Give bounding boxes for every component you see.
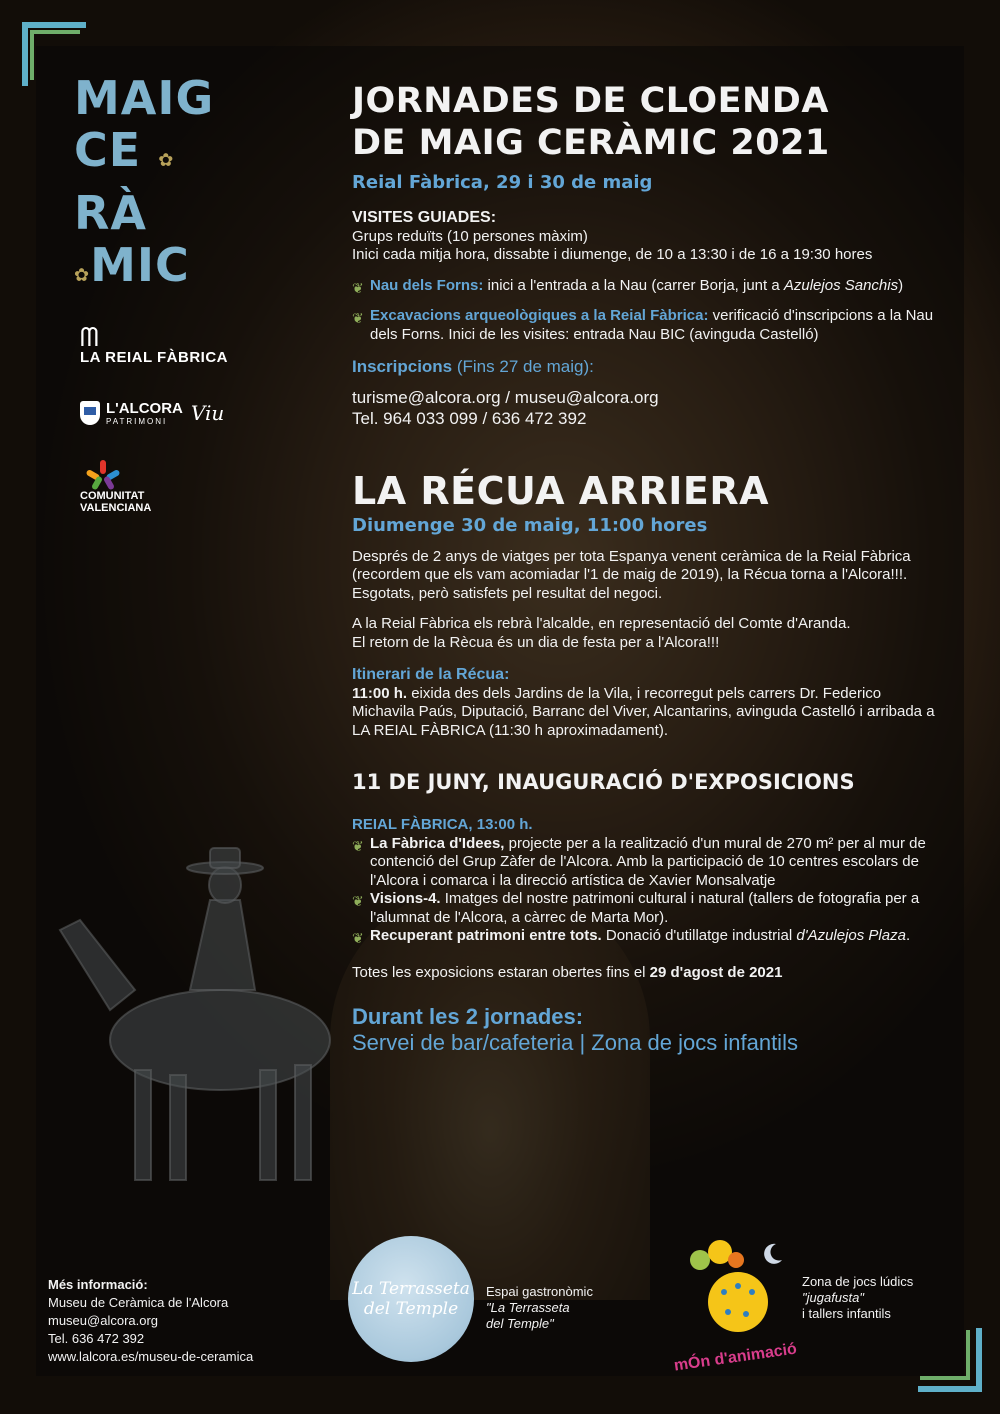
recua-para1: Després de 2 anys de viatges per tota Espanya venent ceràmica de la Reial Fàbrica (recordem que els vam acomiadar l'1 de maig de 2019), la Récua torna a l'Alcora!!!. Esgotats, però satisfets pel resultat del negoci.	[352, 547, 911, 602]
recua-para2: A la Reial Fàbrica els rebrà l'alcalde, en representació del Comte d'Aranda. El retorn de la Rècua és un dia de festa per a l'Alcora!!!	[352, 615, 851, 651]
email-line[interactable]: turisme@alcora.org / museu@alcora.org	[352, 387, 659, 407]
jornades-subtitle: Reial Fàbrica, 29 i 30 de maig	[352, 172, 653, 193]
star-icon	[86, 460, 120, 488]
excavacions-item: ❦ Excavacions arqueològiques a la Reial Fàbrica: verificació d'inscripcions a la Nau dels Forns. Inici de les visites: entrada Nau BIC (avinguda Castelló)	[352, 307, 934, 343]
reial-fabrica-logo	[80, 322, 228, 366]
more-info-website[interactable]: www.lalcora.es/museu-de-ceramica	[48, 1349, 254, 1364]
jornades-title: JORNADES DE CLOENDA DE MAIG CERÀMIC 2021	[352, 81, 830, 163]
logo-line: MAIG	[74, 71, 215, 125]
itinerari-heading: Itinerari de la Récua:	[352, 666, 510, 683]
corner-frame-top-left-inner	[30, 30, 80, 80]
exposicions-place: REIAL FÀBRICA, 13:00 h.	[352, 816, 533, 833]
terrasseta-caption: Espai gastronòmic "La Terrasseta del Temple"	[486, 1284, 593, 1331]
shield-icon	[80, 401, 100, 425]
alcora-sub: PATRIMONI	[106, 417, 168, 426]
comunitat-line: VALENCIANA	[80, 502, 152, 514]
more-info-line: Tel. 636 472 392	[48, 1331, 145, 1346]
mon-animacio-logo	[672, 1230, 798, 1380]
durant-text: Servei de bar/cafeteria | Zona de jocs infantils	[352, 1030, 798, 1055]
logo-line: RÀ	[74, 186, 148, 240]
alcora-name: L'ALCORA	[106, 400, 183, 417]
exposicio-item: ❦ Visions-4. Imatges del nostre patrimoni cultural i natural (tallers de fotografia per a l'alumnat de l'Alcora, a càrrec de Marta Mor).	[352, 890, 920, 926]
durant-heading: Durant les 2 jornades:	[352, 1004, 584, 1029]
mon-logo-text: mÓn d'animació	[672, 1340, 798, 1375]
mon-caption: Zona de jocs lúdics "jugafusta" i tallers infantils	[802, 1274, 914, 1321]
alcora-patrimoni-logo	[80, 400, 224, 426]
main-column	[352, 80, 942, 1056]
visites-heading: VISITES GUIADES:	[352, 209, 497, 226]
leaf-icon: ✿	[74, 265, 91, 286]
terrasseta-logo: La Terrasseta del Temple	[348, 1236, 474, 1362]
inscripcions-contact	[352, 387, 942, 429]
exposicio-item: ❦ Recuperant patrimoni entre tots. Donació d'utillatge industrial d'Azulejos Plaza.	[352, 927, 911, 946]
leaf-icon: ❦	[352, 930, 364, 946]
visites-block	[352, 209, 942, 265]
more-info-heading: Més informació:	[48, 1277, 148, 1292]
leaf-icon: ✿	[158, 150, 175, 171]
corner-frame-bottom-right-inner	[920, 1330, 970, 1380]
exposicions-block	[352, 816, 942, 982]
recua-subtitle: Diumenge 30 de maig, 11:00 hores	[352, 514, 708, 536]
visites-line: Inici cada mitja hora, dissabte i diumenge, de 10 a 13:30 i de 16 a 19:30 hores	[352, 246, 873, 263]
visites-line: Grups reduïts (10 persones màxim)	[352, 227, 588, 245]
exposicions-closing: Totes les exposicions estaran obertes fins el 29 d'agost de 2021	[352, 963, 783, 981]
leaf-icon: ❦	[352, 893, 364, 909]
nau-forns-item: ❦ Nau dels Forns: inici a l'entrada a la Nau (carrer Borja, junt a Azulejos Sanchis)	[352, 276, 904, 296]
tel-line: Tel. 964 033 099 / 636 472 392	[352, 408, 587, 428]
itinerari-block: Itinerari de la Récua: 11:00 h. eixida des dels Jardins de la Vila, i recorregut pels carrers Dr. Federico Michavila Paús, Diputació, Barranc del Viver, Alcantarins, avinguda Castelló i arribada a LA REIAL FÀBRICA (11:30 h aproximadament).	[352, 666, 942, 740]
reial-fabrica-label: LA REIAL FÀBRICA	[80, 349, 228, 366]
leaf-icon: ❦	[352, 310, 364, 326]
more-info	[48, 1276, 253, 1366]
comunitat-valenciana-logo	[80, 460, 151, 514]
comunitat-line: COMUNITAT	[80, 490, 145, 502]
alcora-viu: Viu	[190, 401, 225, 425]
exposicio-item: ❦ La Fàbrica d'Idees, projecte per a la realització d'un mural de 270 m² per al mur de contenció del Grup Zàfer de l'Alcora. Amb la participació de 10 centres escolars de l'Alcora i comarca i la direcció artística de Xavier Monsalvatje	[352, 834, 926, 889]
maig-ceramic-logo	[74, 72, 224, 302]
recua-title: LA RÉCUA ARRIERA	[352, 468, 769, 513]
leaf-icon: ❦	[352, 279, 364, 296]
more-info-email[interactable]: museu@alcora.org	[48, 1313, 159, 1328]
durant-block	[352, 1004, 942, 1056]
leaf-icon: ❦	[352, 837, 364, 854]
inscripcions-heading: Inscripcions (Fins 27 de maig):	[352, 357, 594, 376]
exposicions-title: 11 DE JUNY, INAUGURACIÓ D'EXPOSICIONS	[352, 770, 855, 794]
logo-line: ✿MIC	[74, 238, 190, 292]
reial-fabrica-mark-icon: ᗰ	[80, 322, 99, 352]
more-info-line: Museu de Ceràmica de l'Alcora	[48, 1295, 229, 1310]
logo-line: CE ✿	[74, 123, 175, 177]
